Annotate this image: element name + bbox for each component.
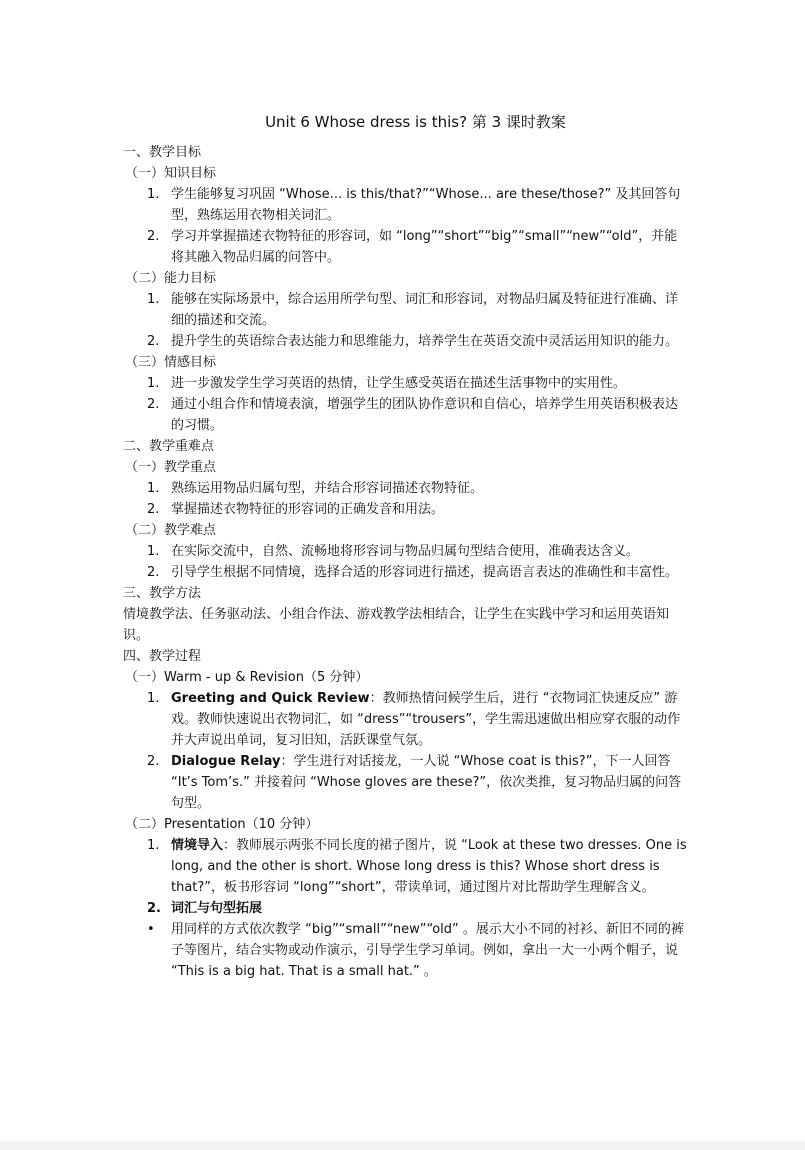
subsection-heading: （三）情感目标 [125,355,217,370]
subsection-heading: （一）Warm - up & Revision（5 分钟） [125,670,369,685]
list-number: 1. [147,292,160,307]
list-item [123,562,688,583]
list-number: 1. [147,544,160,559]
list-item [123,835,688,898]
list-item-text: 能够在实际场景中，综合运用所学句型、词汇和形容词，对物品归属及特征进行准确、详细的描述和交流。 [171,292,679,328]
list-number: 2. [147,754,160,769]
bullet-symbol: • [147,922,155,937]
list-item [123,289,688,331]
list-item [123,541,688,562]
list-item-text: ：学生进行对话接龙，一人说 “Whose coat is this?”，下一人回答 “It’s Tom’s.” 并接着问 “Whose gloves are these?”，依次类推，复习物品归属的问答句型。 [171,754,682,811]
list-number: 1. [147,481,160,496]
list-item-text: 引导学生根据不同情境，选择合适的形容词进行描述，提高语言表达的准确性和丰富性。 [171,565,679,580]
list-item [123,499,688,520]
list-item-text: 学生能够复习巩固 “Whose... is this/that?”“Whose... are these/those?” 及其回答句型，熟练运用衣物相关词汇。 [171,187,681,223]
item-bold-lead: 词汇与句型拓展 [171,901,263,916]
bullet-item-text: 用同样的方式依次教学 “big”“small”“new”“old” 。展示大小不同的衬衫、新旧不同的裤子等图片，结合实物或动作演示，引导学生学习单词。例如，拿出一大一小两个帽子，说 “This is a big hat. That is a small hat.” 。 [171,922,684,979]
subsection-heading: （二）教学难点 [125,523,217,538]
list-item-text: 提升学生的英语综合表达能力和思维能力，培养学生在英语交流中灵活运用知识的能力。 [171,334,679,349]
document-content [123,110,688,982]
list-number: 2. [147,502,160,517]
list-item [123,898,688,919]
list-number: 1. [147,376,160,391]
list-item [123,478,688,499]
list-item [123,184,688,226]
list-item-text: 在实际交流中，自然、流畅地将形容词与物品归属句型结合使用，准确表达含义。 [171,544,640,559]
page-title: Unit 6 Whose dress is this? 第 3 课时教案 [265,113,566,131]
list-item-text: 熟练运用物品归属句型，并结合形容词描述衣物特征。 [171,481,484,496]
section-heading: 一、教学目标 [123,145,202,160]
list-number: 2. [147,901,161,916]
list-item-text: 学习并掌握描述衣物特征的形容词，如 “long”“short”“big”“small”“new”“old”，并能将其融入物品归属的问答中。 [171,229,678,265]
list-item [123,373,688,394]
item-bold-lead: Greeting and Quick Review [171,691,370,706]
list-item [123,688,688,751]
paragraph: 情境教学法、任务驱动法、小组合作法、游戏教学法相结合，让学生在实践中学习和运用英语知识。 [123,607,670,643]
list-number: 2. [147,565,160,580]
list-item [123,331,688,352]
list-item-text: 掌握描述衣物特征的形容词的正确发音和用法。 [171,502,445,517]
section-heading: 二、教学重难点 [123,439,215,454]
list-number: 1. [147,691,160,706]
subsection-heading: （二）能力目标 [125,271,217,286]
list-item [123,226,688,268]
list-number: 1. [147,838,160,853]
item-bold-lead: Dialogue Relay [171,754,281,769]
list-item [123,751,688,814]
list-number: 2. [147,229,160,244]
subsection-heading: （一）知识目标 [125,166,217,181]
section-heading: 四、教学过程 [123,649,202,664]
list-number: 1. [147,187,160,202]
subsection-heading: （二）Presentation（10 分钟） [125,817,319,832]
list-number: 2. [147,334,160,349]
section-heading: 三、教学方法 [123,586,202,601]
subsection-heading: （一）教学重点 [125,460,217,475]
list-item-text: 进一步激发学生学习英语的热情，让学生感受英语在描述生活事物中的实用性。 [171,376,627,391]
item-bold-lead: 情境导入 [171,838,224,853]
bullet-item [123,919,688,982]
list-item-text: 通过小组合作和情境表演，增强学生的团队协作意识和自信心，培养学生用英语积极表达的习惯。 [171,397,679,433]
list-item [123,394,688,436]
list-item-text: ：教师热情问候学生后，进行 “衣物词汇快速反应” 游戏。教师快速说出衣物词汇，如 “dress”“trousers”，学生需迅速做出相应穿衣服的动作并大声说出单词，复习旧知，活跃课堂气氛。 [171,691,681,748]
list-number: 2. [147,397,160,412]
list-item-text: ：教师展示两张不同长度的裙子图片，说 “Look at these two dresses. One is long, and the other is short. Whose long dress is this? Whose short dress is that?”，板书形容词 “long”“short”，带读单词，通过图片对比帮助学生理解含义。 [171,838,687,895]
